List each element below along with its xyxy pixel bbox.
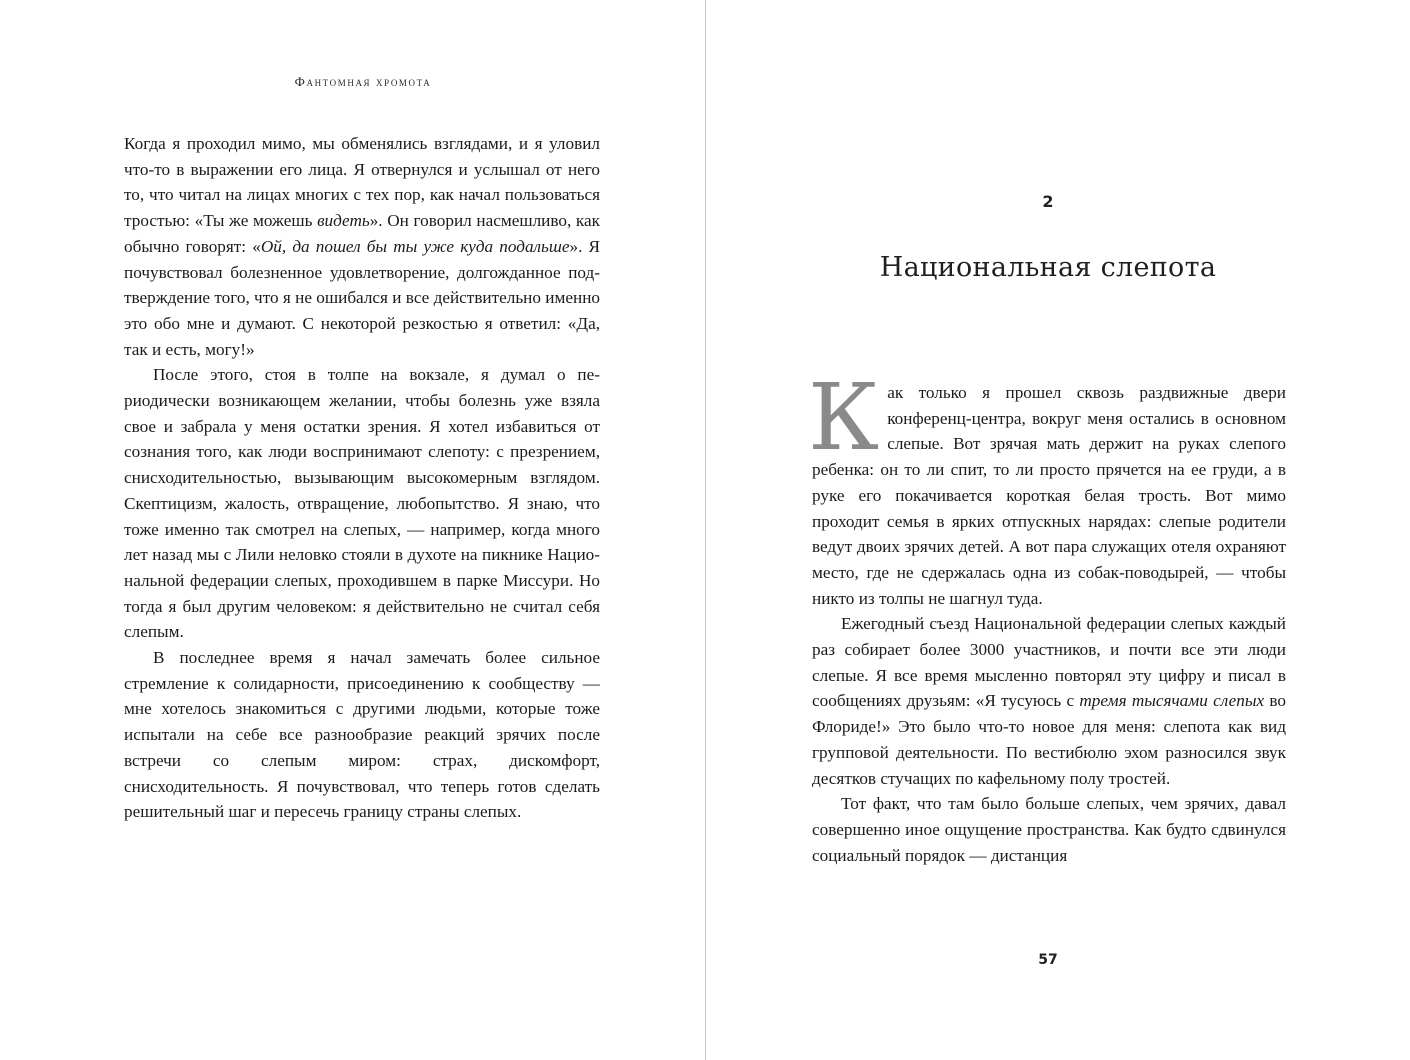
italic-phrase: видеть [317,211,370,231]
paragraph-text: Когда я проходил мимо, мы обменялись взглядами, и я уловил что-то в выражении его лица. Я отвернулся и услышал от него то, что читал на лицах многих с тех пор, как начал пользоваться тростью: «Ты же можешь [124,134,600,231]
page-number: 57 [1038,952,1058,968]
paragraph-text: ». Я почувствовал болезненное удовлетворение, долгожданное подтверждение того, что я не ошибался и все действительно именно это обо мне и думают. С некоторой резкостью я ответил: «Да, так и есть, могу!» [124,236,600,359]
paragraph [124,131,600,362]
italic-phrase: тремя тысячами слепых [1079,691,1265,711]
running-head: Фантомная хромота [294,74,432,89]
page-gutter-divider [705,0,706,1060]
chapter-number: 2 [1042,192,1054,211]
paragraph-text: ак только я прошел сквозь раздвижные двери конференц-центра, вокруг меня остались в основном слепые. Вот зрячая мать держит на руках слепого ребенка: он то ли спит, то ли просто прячется на ее груди, а в руке его покачивается короткая белая трость. Вот мимо проходит семья в ярких отпускных нарядах: слепые родители ведут двоих зрячих детей. А вот пара служащих отеля охраняют место, где не сдержалась одна из собак-поводырей, — чтобы никто из толпы не шагнул туда. [812,383,1286,608]
right-page [708,0,1410,1060]
paragraph-text: Ежегодный съезд Национальной федерации слепых каждый раз собирает более 3000 участников, и почти все эти люди слепые. Я все время мысленно повторял эту цифру и писал в сообщениях друзьям: «Я тусуюсь с [812,614,1286,711]
paragraph: После этого, стоя в толпе на вокзале, я думал о периодически возникающем желании, чтобы болезнь уже взяла свое и забрала у меня остатки зрения. Я хотел избавиться от сознания того, как люди воспринимают слепоту: с презрением, снисходительностью, вызывающим высокомерным взглядом. Скептицизм, жалость, отвращение, любопытство. Я знаю, что тоже именно так смотрел на слепых, — например, когда много лет назад мы с Лили неловко стояли в духоте на пикнике Национальной федерации слепых, проходившем в парке Миссури. Но тогда я был другим человеком: я действительно не считал себя слепым. [124,365,600,642]
chapter-title: Национальная слепота [879,252,1217,283]
paragraph [812,611,1286,791]
left-page-body [124,131,600,825]
drop-cap: К [808,364,880,471]
right-page-body [808,364,1287,868]
paragraph: В последнее время я начал замечать более сильное стремление к солидарности, присоединению к сообществу — мне хотелось знакомиться с другими людьми, которые тоже испытали на себе все разнообразие реакций зрячих после встречи со слепым миром: страх, дискомфорт, снисходительность. Я почувствовал, что теперь готов сделать решительный шаг и пересечь границу страны слепых. [124,648,600,822]
paragraph-text: во Флориде!» Это было что-то новое для меня: слепота как вид групповой деятельности. По вестибюлю эхом разносился звук десятков стучащих по кафельному полу тростей. [812,691,1287,788]
paragraph [808,364,1286,611]
paragraph: Тот факт, что там было больше слепых, чем зрячих, давал совершенно иное ощущение пространства. Как будто сдвинулся социальный порядок — дистанция [812,794,1286,865]
italic-phrase: Ой, да пошел бы ты уже куда подальше [260,236,570,256]
paragraph-text: ». Он говорил насмешливо, как обычно говорят: « [124,211,601,256]
